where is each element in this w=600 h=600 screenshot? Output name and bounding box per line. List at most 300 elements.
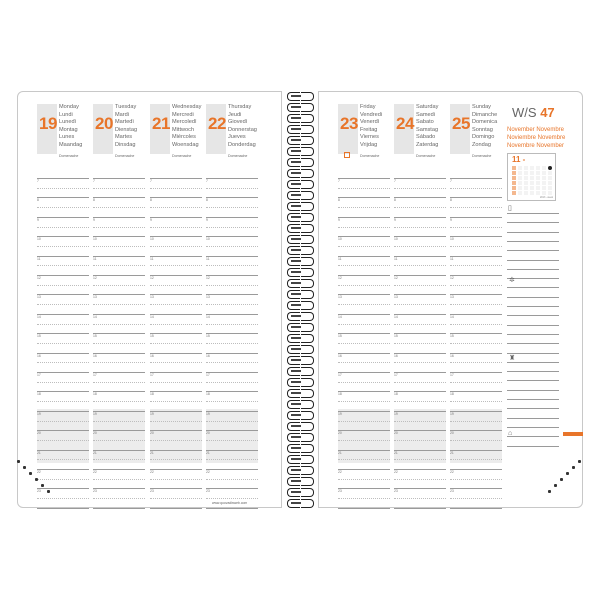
hour-number: 7 bbox=[93, 179, 95, 183]
hour-number: 23 bbox=[37, 489, 41, 494]
hour-line bbox=[150, 450, 202, 451]
mini-calendar-cell bbox=[518, 181, 522, 185]
hour-line bbox=[338, 207, 390, 208]
hour-number: 7 bbox=[338, 179, 340, 183]
mini-calendar-cell bbox=[548, 176, 552, 180]
hour-line bbox=[450, 178, 502, 179]
hour-line bbox=[450, 304, 502, 305]
mini-calendar-cell bbox=[548, 171, 552, 175]
day-name: Wednesday bbox=[172, 104, 202, 110]
hour-line bbox=[37, 459, 89, 460]
hour-line bbox=[338, 236, 390, 237]
hour-number: 18 bbox=[394, 392, 398, 397]
mini-calendar-cell bbox=[530, 176, 534, 180]
hour-line bbox=[394, 440, 446, 441]
evening-shade bbox=[206, 409, 258, 463]
hour-line bbox=[150, 275, 202, 276]
hour-number: 18 bbox=[150, 392, 154, 397]
hour-line bbox=[450, 294, 502, 295]
hour-number: 8 bbox=[450, 198, 452, 203]
hour-line bbox=[150, 197, 202, 198]
hour-line bbox=[450, 353, 502, 354]
hour-line bbox=[338, 411, 390, 412]
hour-line bbox=[93, 285, 145, 286]
hour-line bbox=[37, 440, 89, 441]
hour-number: 12 bbox=[37, 276, 41, 280]
day-names bbox=[472, 104, 497, 150]
binding-ring bbox=[287, 180, 313, 189]
day-name: Dienstag bbox=[115, 126, 138, 133]
day-name: Samedi bbox=[416, 111, 435, 118]
hour-line bbox=[93, 508, 145, 509]
hour-line bbox=[37, 343, 89, 344]
hour-line bbox=[150, 188, 202, 189]
mini-calendar-cell bbox=[542, 171, 546, 175]
hour-line bbox=[93, 217, 145, 218]
evening-shade bbox=[450, 409, 502, 463]
hour-number: 12 bbox=[338, 276, 342, 280]
hour-line bbox=[450, 440, 502, 441]
hour-number: 14 bbox=[150, 314, 154, 319]
hour-line bbox=[450, 256, 502, 257]
hour-line bbox=[450, 372, 502, 373]
hour-number: 19 bbox=[150, 411, 154, 416]
hour-number: 17 bbox=[150, 373, 154, 377]
hour-line bbox=[394, 324, 446, 325]
notes-line bbox=[507, 232, 559, 233]
hour-line bbox=[394, 256, 446, 257]
hour-line bbox=[37, 324, 89, 325]
binding-ring bbox=[287, 312, 313, 321]
hour-number: 17 bbox=[37, 373, 41, 377]
hour-line bbox=[338, 188, 390, 189]
hour-line bbox=[37, 391, 89, 392]
hour-line bbox=[150, 411, 202, 412]
day-name: Mardi bbox=[115, 111, 129, 118]
hour-number: 16 bbox=[394, 353, 398, 358]
hour-number: 18 bbox=[206, 392, 210, 397]
binding-ring bbox=[287, 202, 313, 211]
mini-calendar-cell bbox=[524, 171, 528, 175]
hour-line bbox=[206, 479, 258, 480]
week-tab bbox=[563, 432, 583, 436]
hour-line bbox=[206, 333, 258, 334]
notes-line bbox=[507, 315, 559, 316]
hour-line bbox=[206, 314, 258, 315]
day-names bbox=[360, 104, 382, 150]
hour-number: 19 bbox=[450, 411, 454, 416]
binding-ring bbox=[287, 488, 313, 497]
hour-number: 20 bbox=[450, 431, 454, 436]
day-name: Domingo bbox=[472, 134, 495, 141]
hour-number: 13 bbox=[450, 295, 454, 300]
mini-calendar-cell bbox=[536, 171, 540, 175]
binding-ring bbox=[287, 466, 313, 475]
hour-line bbox=[338, 498, 390, 499]
hour-line bbox=[450, 236, 502, 237]
day-number: 20 bbox=[95, 114, 113, 133]
day-number: 23 bbox=[340, 114, 358, 133]
hour-line bbox=[37, 372, 89, 373]
hour-line bbox=[93, 265, 145, 266]
hour-line bbox=[93, 188, 145, 189]
hour-line bbox=[93, 324, 145, 325]
hour-line bbox=[206, 411, 258, 412]
day-name: Domenica bbox=[472, 119, 498, 126]
hour-line bbox=[394, 178, 446, 179]
hour-number: 18 bbox=[450, 392, 454, 397]
mini-calendar-cell bbox=[524, 191, 528, 195]
binding-ring bbox=[287, 246, 313, 255]
hour-line bbox=[450, 450, 502, 451]
mini-calendar-cell bbox=[518, 186, 522, 190]
hour-line bbox=[150, 421, 202, 422]
notes-line bbox=[507, 334, 559, 335]
hour-line bbox=[206, 488, 258, 489]
hour-number: 14 bbox=[93, 314, 97, 319]
hour-number: 7 bbox=[394, 179, 396, 183]
footer-url: www.quovadisweb.com bbox=[212, 501, 248, 505]
hour-line bbox=[150, 459, 202, 460]
hour-line bbox=[93, 256, 145, 257]
hour-line bbox=[37, 411, 89, 412]
day-name: Viernes bbox=[360, 134, 379, 141]
hour-line bbox=[394, 469, 446, 470]
hour-line bbox=[37, 488, 89, 489]
hour-number: 13 bbox=[394, 295, 398, 300]
day-name: Dinsdag bbox=[115, 141, 136, 148]
hour-line bbox=[37, 304, 89, 305]
hour-line bbox=[150, 479, 202, 480]
corner-tick bbox=[35, 478, 38, 481]
binding-ring bbox=[287, 279, 313, 288]
hour-line bbox=[150, 333, 202, 334]
hour-number: 11 bbox=[206, 256, 210, 261]
hour-number: 8 bbox=[150, 198, 152, 203]
binding-ring bbox=[287, 257, 313, 266]
hour-number: 17 bbox=[338, 373, 342, 377]
binding-ring bbox=[287, 411, 313, 420]
hour-line bbox=[338, 333, 390, 334]
hour-number: 16 bbox=[150, 353, 154, 358]
hour-line bbox=[150, 498, 202, 499]
evening-shade bbox=[394, 409, 446, 463]
hour-line bbox=[450, 401, 502, 402]
hour-number: 23 bbox=[450, 489, 454, 494]
mini-calendar-cell bbox=[524, 166, 528, 170]
hour-line bbox=[206, 265, 258, 266]
hour-line bbox=[93, 236, 145, 237]
month-line-2: Noviembre Novembre bbox=[507, 135, 566, 141]
hour-line bbox=[93, 275, 145, 276]
day-number: 25 bbox=[452, 114, 470, 133]
corner-tick bbox=[554, 484, 557, 487]
mini-calendar-title: 11 - bbox=[512, 155, 526, 164]
day-name: Mercoledì bbox=[172, 119, 197, 126]
evening-shade bbox=[338, 409, 390, 463]
day-name: Giovedì bbox=[228, 119, 248, 126]
hour-number: 11 bbox=[338, 256, 342, 261]
hour-line bbox=[206, 508, 258, 509]
notes-line bbox=[507, 325, 559, 326]
hour-line bbox=[206, 391, 258, 392]
hour-line bbox=[93, 227, 145, 228]
day-name: Jeudi bbox=[228, 111, 242, 118]
binding-ring bbox=[287, 400, 313, 409]
hour-line bbox=[450, 197, 502, 198]
hour-line bbox=[206, 382, 258, 383]
hour-line bbox=[450, 343, 502, 344]
hour-number: 10 bbox=[150, 237, 154, 242]
mini-calendar-cell bbox=[536, 191, 540, 195]
binding-ring bbox=[287, 455, 313, 464]
day-note-label: Domenache bbox=[228, 154, 248, 158]
hour-line bbox=[37, 508, 89, 509]
hour-line bbox=[150, 382, 202, 383]
hour-line bbox=[93, 469, 145, 470]
binding-ring bbox=[287, 268, 313, 277]
hour-line bbox=[93, 488, 145, 489]
hour-line bbox=[394, 285, 446, 286]
binding-ring bbox=[287, 345, 313, 354]
day-number: 22 bbox=[208, 114, 226, 133]
hour-line bbox=[338, 469, 390, 470]
hour-number: 23 bbox=[93, 489, 97, 494]
hour-line bbox=[37, 450, 89, 451]
hour-line bbox=[37, 401, 89, 402]
corner-tick bbox=[41, 484, 44, 487]
mini-calendar-cell bbox=[518, 191, 522, 195]
gear-icon: ✲ bbox=[509, 277, 515, 284]
binding-ring bbox=[287, 378, 313, 387]
hour-line bbox=[338, 401, 390, 402]
binding-ring bbox=[287, 323, 313, 332]
mini-calendar-cell bbox=[536, 166, 540, 170]
evening-shade bbox=[37, 409, 89, 463]
hour-number: 20 bbox=[206, 431, 210, 436]
day-name: Mercredi bbox=[172, 111, 194, 118]
hour-line bbox=[450, 285, 502, 286]
mini-calendar-cell bbox=[530, 166, 534, 170]
hour-line bbox=[37, 479, 89, 480]
hour-line bbox=[338, 246, 390, 247]
hour-line bbox=[394, 188, 446, 189]
month-line-3: Novembre November bbox=[507, 143, 565, 149]
hour-line bbox=[37, 197, 89, 198]
hour-number: 8 bbox=[338, 198, 340, 203]
hour-number: 8 bbox=[37, 198, 39, 203]
hour-number: 15 bbox=[150, 334, 154, 339]
day-note-label: Domenache bbox=[59, 154, 79, 158]
mini-calendar-cell bbox=[512, 171, 516, 175]
hour-line bbox=[150, 265, 202, 266]
mini-calendar-cell bbox=[512, 186, 516, 190]
hour-line bbox=[394, 197, 446, 198]
hour-line bbox=[150, 401, 202, 402]
day-name: Miércoles bbox=[172, 134, 196, 141]
day-note-label: Domenache bbox=[360, 154, 380, 158]
evening-shade bbox=[93, 409, 145, 463]
notes-line bbox=[507, 222, 559, 223]
hour-line bbox=[338, 479, 390, 480]
mini-calendar-cell bbox=[512, 181, 516, 185]
mini-calendar-cell bbox=[548, 191, 552, 195]
day-note-label: Domenache bbox=[416, 154, 436, 158]
hour-number: 17 bbox=[93, 373, 97, 377]
hour-line bbox=[206, 362, 258, 363]
mini-calendar-cell bbox=[518, 176, 522, 180]
hour-line bbox=[37, 421, 89, 422]
notes-line bbox=[507, 427, 559, 428]
binding-ring bbox=[287, 499, 313, 508]
hour-line bbox=[206, 207, 258, 208]
hour-line bbox=[93, 382, 145, 383]
day-name: Vendredi bbox=[360, 111, 383, 118]
hour-number: 13 bbox=[93, 295, 97, 300]
hour-number: 22 bbox=[206, 470, 210, 474]
notes-line bbox=[507, 297, 559, 298]
hour-line bbox=[37, 285, 89, 286]
hour-line bbox=[450, 362, 502, 363]
hour-line bbox=[338, 227, 390, 228]
hour-line bbox=[93, 178, 145, 179]
hour-line bbox=[394, 207, 446, 208]
hour-line bbox=[93, 362, 145, 363]
mini-calendar-cell bbox=[524, 176, 528, 180]
hour-line bbox=[37, 333, 89, 334]
hour-line bbox=[338, 440, 390, 441]
hour-number: 11 bbox=[37, 256, 41, 261]
mini-calendar-cell bbox=[536, 176, 540, 180]
hour-line bbox=[394, 294, 446, 295]
mini-calendar-cell bbox=[512, 166, 516, 170]
mini-calendar-cell bbox=[512, 176, 516, 180]
binding-ring bbox=[287, 191, 313, 200]
hour-line bbox=[150, 236, 202, 237]
hour-line bbox=[338, 314, 390, 315]
hour-number: 20 bbox=[150, 431, 154, 436]
hour-number: 13 bbox=[338, 295, 342, 300]
day-name: Sábado bbox=[416, 134, 436, 141]
day-names bbox=[172, 104, 201, 150]
binding-ring bbox=[287, 136, 313, 145]
hour-line bbox=[394, 411, 446, 412]
corner-tick bbox=[572, 466, 575, 469]
hour-line bbox=[394, 275, 446, 276]
hour-line bbox=[150, 391, 202, 392]
day-name: Lunedì bbox=[59, 119, 77, 126]
hour-number: 19 bbox=[394, 411, 398, 416]
day-name: Martes bbox=[115, 134, 133, 141]
hour-line bbox=[450, 217, 502, 218]
hour-line bbox=[394, 488, 446, 489]
day-name: Maandag bbox=[59, 141, 83, 148]
hour-number: 21 bbox=[450, 450, 454, 455]
binding-ring bbox=[287, 356, 313, 365]
corner-tick bbox=[548, 490, 551, 493]
hour-line bbox=[206, 459, 258, 460]
hour-line bbox=[206, 285, 258, 286]
hour-line bbox=[150, 294, 202, 295]
binding-ring bbox=[287, 92, 313, 101]
hour-number: 9 bbox=[37, 217, 39, 222]
hour-number: 16 bbox=[338, 353, 342, 358]
hour-number: 9 bbox=[450, 217, 452, 222]
mini-calendar-footer: 2013 - week bbox=[539, 196, 553, 199]
hour-line bbox=[37, 207, 89, 208]
binding-ring bbox=[287, 235, 313, 244]
hour-line bbox=[338, 508, 390, 509]
hour-line bbox=[338, 450, 390, 451]
hour-number: 8 bbox=[93, 198, 95, 203]
hour-line bbox=[450, 479, 502, 480]
hour-line bbox=[206, 188, 258, 189]
hour-line bbox=[93, 440, 145, 441]
hour-number: 14 bbox=[37, 314, 41, 319]
notes-line bbox=[507, 436, 559, 437]
hour-line bbox=[93, 401, 145, 402]
mini-calendar-cell bbox=[548, 181, 552, 185]
day-name: Friday bbox=[360, 104, 376, 110]
hour-number: 10 bbox=[394, 237, 398, 242]
hour-number: 12 bbox=[93, 276, 97, 280]
day-note-label: Domenache bbox=[115, 154, 135, 158]
notes-line bbox=[507, 241, 559, 242]
hour-line bbox=[394, 265, 446, 266]
mini-calendar-cell bbox=[542, 191, 546, 195]
day-note-label: Domenache bbox=[172, 154, 192, 158]
binding-ring bbox=[287, 114, 313, 123]
hour-line bbox=[450, 459, 502, 460]
hour-line bbox=[150, 256, 202, 257]
hour-line bbox=[37, 430, 89, 431]
hour-number: 7 bbox=[150, 179, 152, 183]
hour-line bbox=[338, 391, 390, 392]
binding-ring bbox=[287, 290, 313, 299]
hour-number: 9 bbox=[206, 217, 208, 222]
hour-number: 22 bbox=[450, 470, 454, 474]
hour-line bbox=[394, 314, 446, 315]
hour-number: 22 bbox=[37, 470, 41, 474]
hour-line bbox=[450, 382, 502, 383]
hour-number: 11 bbox=[450, 256, 454, 261]
mini-calendar-cell bbox=[536, 181, 540, 185]
hour-line bbox=[338, 217, 390, 218]
corner-tick bbox=[23, 466, 26, 469]
day-name: Sunday bbox=[472, 104, 491, 110]
mini-calendar-cell bbox=[530, 171, 534, 175]
day-name: Samstag bbox=[416, 126, 439, 133]
hour-line bbox=[93, 304, 145, 305]
hour-number: 18 bbox=[37, 392, 41, 397]
binding-ring bbox=[287, 334, 313, 343]
hour-line bbox=[206, 353, 258, 354]
mini-calendar-cell bbox=[536, 186, 540, 190]
hour-line bbox=[450, 469, 502, 470]
hour-line bbox=[150, 207, 202, 208]
day-names bbox=[228, 104, 257, 150]
hour-line bbox=[338, 294, 390, 295]
hour-line bbox=[93, 372, 145, 373]
hour-number: 14 bbox=[450, 314, 454, 319]
hour-number: 21 bbox=[206, 450, 210, 455]
hour-line bbox=[394, 227, 446, 228]
hour-line bbox=[37, 353, 89, 354]
hour-line bbox=[394, 421, 446, 422]
binding-ring bbox=[287, 367, 313, 376]
hour-line bbox=[394, 217, 446, 218]
hour-line bbox=[450, 265, 502, 266]
